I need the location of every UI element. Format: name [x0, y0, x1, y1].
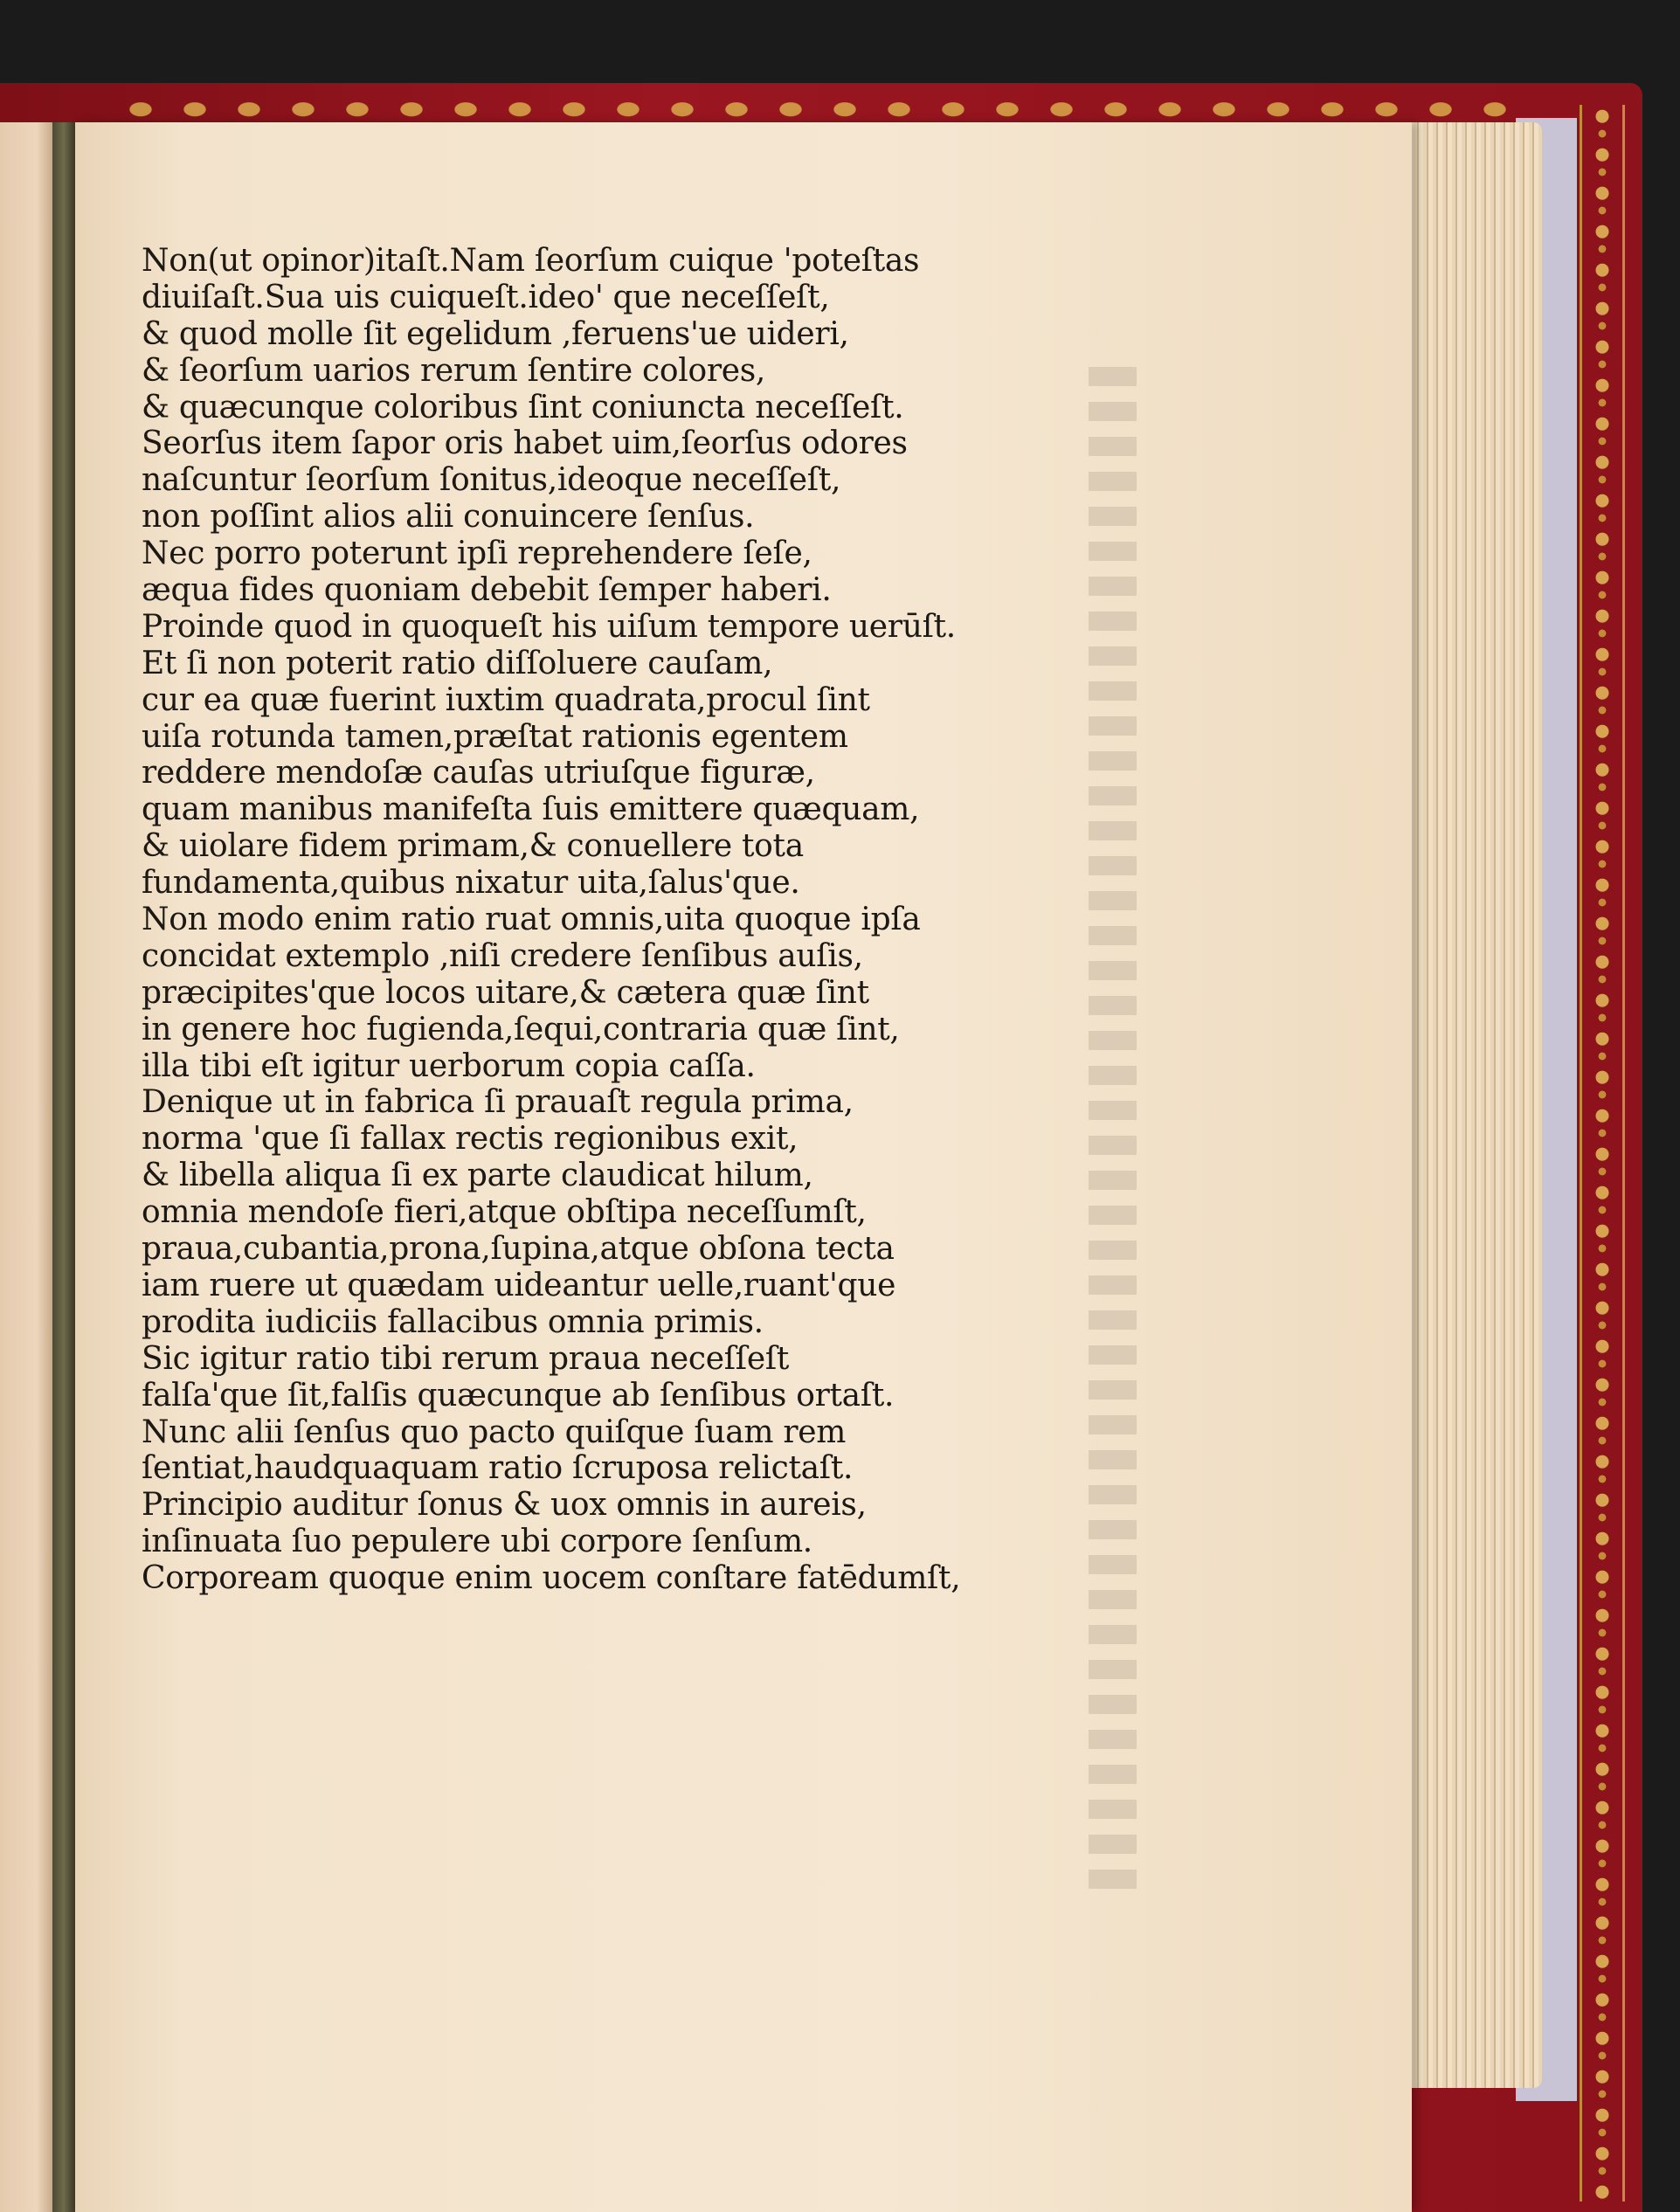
verse-line: omnia mendoſe fieri,atque obſtipa neceſſumſt, [142, 1194, 867, 1231]
verse-line: diuiſaſt.Sua uis cuiqueſt.ideo' que neceſſeſt, [142, 279, 830, 315]
verse-line: & quæcunque coloribus ſint coniuncta neceſſeſt. [142, 389, 904, 425]
verse-line: norma 'que ſi fallax rectis regionibus exit, [142, 1121, 799, 1158]
verse-line: Non modo enim ratio ruat omnis,uita quoque ipſa [142, 902, 921, 938]
verse-line: ſentiat,haudquaquam ratio ſcruposa relictaſt. [142, 1450, 854, 1487]
verse-line: praua,cubantia,prona,ſupina,atque obſona tecta [142, 1231, 895, 1268]
verse-line: Sic igitur ratio tibi rerum praua neceſſeſt [142, 1340, 790, 1377]
verse-line: reddere mendoſæ cauſas utriuſque figuræ, [142, 755, 815, 791]
verse-text-block [142, 243, 1085, 1597]
verse-line: & quod molle ſit egelidum ,feruens'ue uideri, [142, 315, 849, 352]
facing-page-edge [0, 122, 52, 2212]
verse-line: prodita iudiciis fallacibus omnia primis. [142, 1303, 764, 1340]
verse-line: in genere hoc fugienda,ſequi,contraria quæ ſint, [142, 1011, 900, 1047]
verse-line: non poſſint alios alii conuincere ſenſus. [142, 499, 755, 536]
verse-line: Corpoream quoque enim uocem conſtare fatēdumſt, [142, 1560, 961, 1597]
verse-line: concidat extemplo ,niſi credere ſenſibus auſis, [142, 937, 863, 974]
spine-lining [52, 122, 75, 2212]
verse-line: naſcuntur ſeorſum ſonitus,ideoque neceſſeſt, [142, 462, 841, 499]
verse-line: & libella aliqua ſi ex parte claudicat hilum, [142, 1158, 813, 1194]
verse-line: Et ſi non poterit ratio diſſoluere cauſam, [142, 645, 773, 681]
verse-line: quam manibus manifeſta ſuis emittere quæquam, [142, 791, 920, 828]
verse-line: cur ea quæ fuerint iuxtim quadrata,procul ſint [142, 681, 870, 718]
verse-line: æqua fides quoniam debebit ſemper haberi. [142, 572, 832, 609]
verse-line: illa tibi eſt igitur uerborum copia caſſa. [142, 1047, 756, 1084]
verse-line: & ſeorſum uarios rerum ſentire colores, [142, 352, 766, 389]
verse-line: Proinde quod in quoqueſt his uiſum tempore uerūſt. [142, 608, 956, 645]
verse-line: uiſa rotunda tamen,præſtat rationis egentem [142, 718, 848, 755]
verse-line: & uiolare fidem primam,& conuellere tota [142, 828, 804, 865]
verse-line: Non(ut opinor)itaſt.Nam ſeorſum cuique 'poteſtas [142, 243, 920, 279]
verse-line: Principio auditur ſonus & uox omnis in aureis, [142, 1487, 867, 1524]
verse-line: Seorſus item ſapor oris habet uim,ſeorſus odores [142, 425, 908, 462]
verse-line: fundamenta,quibus nixatur uita,ſalus'que. [142, 865, 800, 902]
gilt-border-right [1580, 105, 1625, 2202]
verse-line: Denique ut in fabrica ſi prauaſt regula prima, [142, 1084, 854, 1121]
verse-line: Nec porro poterunt ipſi reprehendere ſeſe, [142, 536, 812, 572]
verse-line: inſinuata ſuo pepulere ubi corpore ſenſum. [142, 1524, 812, 1560]
show-through-text [1089, 367, 1137, 1904]
verse-line: falſa'que ſit,falſis quæcunque ab ſenſibus ortaſt. [142, 1377, 895, 1414]
verse-line: præcipites'que locos uitare,& cætera quæ ſint [142, 974, 869, 1011]
gilt-border-top [114, 87, 1511, 124]
verse-line: Nunc alii ſenſus quo pacto quiſque ſuam rem [142, 1414, 847, 1450]
verse-line: iam ruere ut quædam uideantur uelle,ruant'que [142, 1267, 896, 1303]
